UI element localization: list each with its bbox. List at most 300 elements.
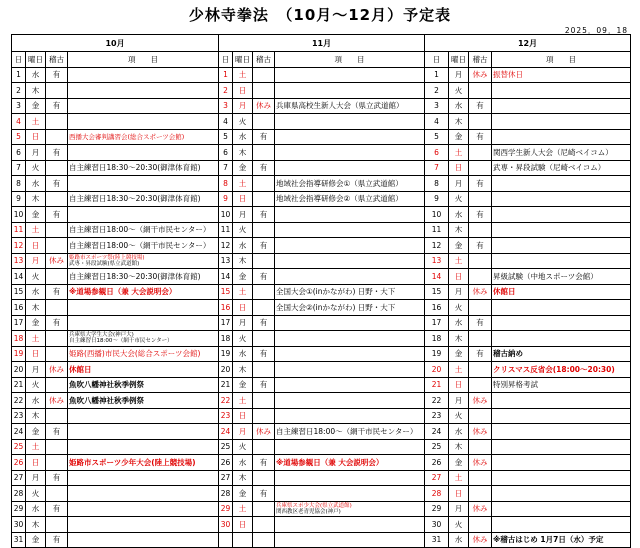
table-row [12, 331, 219, 347]
keiko-cell [46, 517, 68, 533]
keiko-cell: 休み [46, 393, 68, 409]
day-cell: 13 [219, 253, 233, 269]
table-row [425, 393, 631, 409]
table-row [425, 160, 631, 176]
day-cell [219, 532, 233, 548]
day-cell: 22 [219, 393, 233, 409]
table-row [12, 83, 219, 99]
weekday-cell: 日 [233, 300, 253, 316]
weekday-cell: 水 [26, 176, 46, 192]
keiko-cell: 有 [469, 346, 492, 362]
day-cell: 31 [425, 532, 449, 548]
weekday-cell: 月 [26, 470, 46, 486]
event-text: 稽古納め [493, 349, 523, 359]
keiko-cell [469, 269, 492, 285]
keiko-cell [46, 191, 68, 207]
weekday-cell: 水 [233, 238, 253, 254]
issue-date: 2025．09．18 [564, 26, 628, 35]
item-cell [68, 207, 219, 223]
month-table-november [218, 34, 425, 548]
table-row [12, 207, 219, 223]
event-text: ※道場参観日（兼 大会説明会） [276, 457, 384, 467]
keiko-cell [469, 145, 492, 161]
weekday-cell: 金 [26, 424, 46, 440]
weekday-cell: 木 [449, 331, 469, 347]
table-row [425, 362, 631, 378]
day-cell: 26 [12, 455, 26, 471]
col-keiko: 稽古 [253, 52, 275, 68]
item-cell [492, 315, 631, 331]
table-row [219, 222, 425, 238]
weekday-cell: 木 [233, 145, 253, 161]
keiko-cell: 有 [253, 346, 275, 362]
table-row [12, 517, 219, 533]
item-cell [275, 269, 425, 285]
item-cell [68, 315, 219, 331]
weekday-cell: 土 [233, 67, 253, 83]
weekday-cell: 火 [449, 408, 469, 424]
weekday-cell: 土 [26, 439, 46, 455]
keiko-cell [253, 145, 275, 161]
keiko-cell [46, 222, 68, 238]
item-cell [68, 269, 219, 285]
day-cell: 15 [425, 284, 449, 300]
day-cell: 7 [12, 160, 26, 176]
table-row [12, 67, 219, 83]
keiko-cell [253, 331, 275, 347]
keiko-cell: 休み [469, 501, 492, 517]
keiko-cell [253, 408, 275, 424]
weekday-cell: 木 [449, 114, 469, 130]
day-cell: 27 [425, 470, 449, 486]
item-cell [68, 517, 219, 533]
item-cell [492, 253, 631, 269]
item-cell [68, 145, 219, 161]
keiko-cell: 休み [253, 98, 275, 114]
item-cell [275, 315, 425, 331]
weekday-cell: 月 [233, 424, 253, 440]
day-cell: 22 [12, 393, 26, 409]
keiko-cell: 有 [469, 238, 492, 254]
weekday-cell: 木 [233, 362, 253, 378]
keiko-cell [253, 176, 275, 192]
item-cell [492, 300, 631, 316]
day-cell: 9 [12, 191, 26, 207]
day-cell: 19 [12, 346, 26, 362]
keiko-cell [469, 362, 492, 378]
event-text: 関西学生新人大会（尼崎ベイコム） [493, 147, 613, 157]
item-cell [275, 145, 425, 161]
table-row [425, 377, 631, 393]
day-cell: 3 [425, 98, 449, 114]
keiko-cell [469, 517, 492, 533]
day-cell: 12 [12, 238, 26, 254]
weekday-cell: 木 [449, 439, 469, 455]
keiko-cell: 休み [46, 362, 68, 378]
weekday-cell: 土 [449, 145, 469, 161]
item-cell [492, 98, 631, 114]
keiko-cell [469, 486, 492, 502]
weekday-cell: 火 [449, 300, 469, 316]
event-text: 自主練習日18:00～（網干市民センター） [69, 225, 211, 235]
item-cell [68, 455, 219, 471]
day-cell: 5 [219, 129, 233, 145]
day-cell: 17 [12, 315, 26, 331]
event-text: ※稽古はじめ 1月7日（水）予定 [493, 535, 604, 545]
keiko-cell: 有 [46, 501, 68, 517]
day-cell: 4 [12, 114, 26, 130]
table-row [219, 129, 425, 145]
item-cell [275, 222, 425, 238]
table-row [12, 424, 219, 440]
day-cell: 24 [219, 424, 233, 440]
item-cell [492, 393, 631, 409]
keiko-cell [253, 532, 275, 548]
keiko-cell: 有 [469, 315, 492, 331]
col-keiko: 稽古 [469, 52, 492, 68]
table-row [219, 238, 425, 254]
keiko-cell [46, 160, 68, 176]
event-text: 関西教区老青児協会(神戸) [276, 508, 341, 515]
item-cell [275, 486, 425, 502]
day-cell: 18 [12, 331, 26, 347]
day-cell: 20 [219, 362, 233, 378]
keiko-cell [46, 300, 68, 316]
item-cell [275, 362, 425, 378]
event-text: 特別昇格考試 [493, 380, 538, 390]
month-table-december [424, 34, 631, 548]
day-cell: 11 [425, 222, 449, 238]
table-row [12, 532, 219, 548]
day-cell: 17 [219, 315, 233, 331]
item-cell [275, 160, 425, 176]
item-cell [275, 331, 425, 347]
keiko-cell: 有 [253, 269, 275, 285]
weekday-cell: 土 [449, 253, 469, 269]
weekday-cell: 水 [26, 284, 46, 300]
day-cell: 21 [425, 377, 449, 393]
day-cell: 30 [219, 517, 233, 533]
item-cell [492, 439, 631, 455]
event-text: 休館日 [493, 287, 516, 297]
col-weekday: 曜日 [26, 52, 46, 68]
day-cell: 15 [12, 284, 26, 300]
item-cell [492, 284, 631, 300]
keiko-cell [469, 300, 492, 316]
day-cell: 29 [219, 501, 233, 517]
item-cell [275, 83, 425, 99]
item-cell [492, 408, 631, 424]
keiko-cell [46, 269, 68, 285]
table-row [425, 238, 631, 254]
table-row [425, 253, 631, 269]
table-row [219, 470, 425, 486]
day-cell: 26 [425, 455, 449, 471]
day-cell: 10 [425, 207, 449, 223]
weekday-cell: 木 [26, 191, 46, 207]
table-row [12, 114, 219, 130]
day-cell: 4 [219, 114, 233, 130]
table-row [219, 315, 425, 331]
keiko-cell: 休み [469, 424, 492, 440]
table-row [219, 424, 425, 440]
item-cell [68, 346, 219, 362]
keiko-cell: 有 [253, 315, 275, 331]
event-text: 武専・昇段試験(県立武道館) [69, 260, 140, 267]
table-row [219, 145, 425, 161]
table-row [219, 517, 425, 533]
table-row [425, 145, 631, 161]
item-cell [275, 424, 425, 440]
day-cell: 20 [12, 362, 26, 378]
table-row [219, 486, 425, 502]
keiko-cell [253, 284, 275, 300]
item-cell [492, 269, 631, 285]
item-cell [68, 486, 219, 502]
day-cell: 25 [219, 439, 233, 455]
table-row [425, 207, 631, 223]
weekday-cell: 水 [449, 315, 469, 331]
keiko-cell [253, 300, 275, 316]
weekday-cell: 火 [233, 439, 253, 455]
table-row [12, 284, 219, 300]
col-day: 日 [12, 52, 26, 68]
table-row [12, 160, 219, 176]
item-cell [275, 408, 425, 424]
day-cell: 24 [425, 424, 449, 440]
weekday-cell: 月 [449, 284, 469, 300]
keiko-cell: 休み [46, 253, 68, 269]
day-cell: 23 [12, 408, 26, 424]
event-text: 魚吹八幡神社秋季例祭 [69, 380, 144, 390]
table-row [12, 393, 219, 409]
item-cell [68, 377, 219, 393]
keiko-cell: 有 [253, 207, 275, 223]
item-cell [68, 393, 219, 409]
item-cell [275, 455, 425, 471]
table-row [425, 176, 631, 192]
table-row [425, 269, 631, 285]
day-cell: 8 [12, 176, 26, 192]
day-cell: 10 [219, 207, 233, 223]
table-row [12, 300, 219, 316]
table-row [425, 98, 631, 114]
day-cell: 13 [12, 253, 26, 269]
table-row [12, 455, 219, 471]
weekday-cell: 月 [449, 501, 469, 517]
item-cell [68, 160, 219, 176]
weekday-cell: 日 [233, 191, 253, 207]
item-cell [68, 284, 219, 300]
weekday-cell [233, 532, 253, 548]
day-cell: 16 [219, 300, 233, 316]
table-row [12, 408, 219, 424]
item-cell [275, 284, 425, 300]
day-cell: 2 [219, 83, 233, 99]
day-cell: 7 [425, 160, 449, 176]
day-cell: 14 [425, 269, 449, 285]
table-row [12, 269, 219, 285]
table-row [425, 532, 631, 548]
col-day: 日 [425, 52, 449, 68]
day-cell: 3 [219, 98, 233, 114]
weekday-cell: 金 [233, 160, 253, 176]
item-cell [275, 98, 425, 114]
weekday-cell: 水 [26, 67, 46, 83]
keiko-cell [469, 377, 492, 393]
item-cell [68, 532, 219, 548]
day-cell: 25 [425, 439, 449, 455]
item-cell [492, 470, 631, 486]
keiko-cell [46, 439, 68, 455]
day-cell: 28 [425, 486, 449, 502]
weekday-cell: 火 [26, 486, 46, 502]
weekday-cell: 火 [233, 331, 253, 347]
item-cell [68, 331, 219, 347]
keiko-cell: 有 [469, 98, 492, 114]
table-row [12, 470, 219, 486]
day-cell: 14 [12, 269, 26, 285]
item-cell [68, 129, 219, 145]
weekday-cell: 月 [449, 176, 469, 192]
day-cell: 23 [425, 408, 449, 424]
item-cell [68, 191, 219, 207]
day-cell: 6 [219, 145, 233, 161]
day-cell: 21 [12, 377, 26, 393]
table-row [12, 486, 219, 502]
table-row [12, 98, 219, 114]
table-row [219, 377, 425, 393]
month-title: 10月 [12, 35, 219, 52]
weekday-cell: 木 [449, 222, 469, 238]
table-row [12, 145, 219, 161]
weekday-cell: 火 [449, 191, 469, 207]
keiko-cell [469, 114, 492, 130]
table-row [12, 176, 219, 192]
table-row [12, 501, 219, 517]
keiko-cell [46, 346, 68, 362]
event-text: 地域社会指導研修会①（県立武道館） [276, 178, 403, 188]
event-text: 自主練習日18:00～（網干市民センター） [69, 338, 173, 345]
day-cell: 22 [425, 393, 449, 409]
table-row [219, 532, 425, 548]
table-row [425, 83, 631, 99]
weekday-cell: 日 [26, 129, 46, 145]
keiko-cell [46, 238, 68, 254]
weekday-cell: 土 [233, 393, 253, 409]
day-cell: 16 [425, 300, 449, 316]
item-cell [492, 532, 631, 548]
keiko-cell [253, 253, 275, 269]
table-row [219, 408, 425, 424]
weekday-cell: 金 [233, 269, 253, 285]
day-cell: 1 [12, 67, 26, 83]
weekday-cell: 日 [233, 517, 253, 533]
event-text: 自主練習日18:00～（網干市民センター） [276, 426, 418, 436]
table-row [219, 300, 425, 316]
keiko-cell: 休み [469, 393, 492, 409]
item-cell [68, 362, 219, 378]
item-cell [492, 114, 631, 130]
table-row [425, 114, 631, 130]
weekday-cell: 日 [233, 83, 253, 99]
table-row [425, 222, 631, 238]
weekday-cell: 日 [233, 408, 253, 424]
table-row [12, 315, 219, 331]
weekday-cell: 火 [233, 222, 253, 238]
day-cell: 28 [219, 486, 233, 502]
table-row [219, 501, 425, 517]
col-keiko: 稽古 [46, 52, 68, 68]
keiko-cell: 有 [46, 145, 68, 161]
keiko-cell [46, 331, 68, 347]
weekday-cell: 月 [449, 393, 469, 409]
keiko-cell [253, 83, 275, 99]
item-cell [275, 532, 425, 548]
table-row [219, 176, 425, 192]
keiko-cell [253, 114, 275, 130]
day-cell: 14 [219, 269, 233, 285]
weekday-cell: 土 [26, 331, 46, 347]
table-row [219, 346, 425, 362]
keiko-cell [46, 83, 68, 99]
table-row [219, 191, 425, 207]
weekday-cell: 火 [26, 377, 46, 393]
weekday-cell: 日 [26, 238, 46, 254]
keiko-cell: 休み [469, 455, 492, 471]
table-row [425, 315, 631, 331]
weekday-cell: 金 [26, 315, 46, 331]
weekday-cell: 水 [449, 532, 469, 548]
table-row [425, 67, 631, 83]
item-cell [492, 455, 631, 471]
keiko-cell: 有 [46, 207, 68, 223]
table-row [12, 362, 219, 378]
table-row [219, 67, 425, 83]
keiko-cell: 有 [253, 486, 275, 502]
table-row [219, 269, 425, 285]
day-cell: 30 [425, 517, 449, 533]
keiko-cell [46, 114, 68, 130]
weekday-cell: 木 [233, 470, 253, 486]
item-cell [492, 83, 631, 99]
weekday-cell: 火 [449, 83, 469, 99]
weekday-cell: 土 [26, 114, 46, 130]
event-text: 自主練習日18:30～20:30(御津体育館) [69, 271, 201, 281]
weekday-cell: 金 [26, 532, 46, 548]
weekday-cell: 月 [26, 362, 46, 378]
day-cell: 8 [425, 176, 449, 192]
item-cell [275, 253, 425, 269]
keiko-cell [253, 517, 275, 533]
weekday-cell: 水 [233, 346, 253, 362]
item-cell [68, 470, 219, 486]
table-row [425, 191, 631, 207]
item-cell [492, 129, 631, 145]
day-cell: 4 [425, 114, 449, 130]
item-cell [492, 362, 631, 378]
day-cell: 19 [425, 346, 449, 362]
weekday-cell: 水 [449, 207, 469, 223]
item-cell [492, 346, 631, 362]
keiko-cell [253, 393, 275, 409]
item-cell [492, 145, 631, 161]
event-text: 昇級試験（中地スポーツ会館） [493, 271, 598, 281]
event-text: 兵庫県大学生大会(神戸大) [69, 332, 134, 339]
month-table-october [11, 34, 219, 548]
keiko-cell: 有 [253, 455, 275, 471]
keiko-cell: 有 [469, 207, 492, 223]
